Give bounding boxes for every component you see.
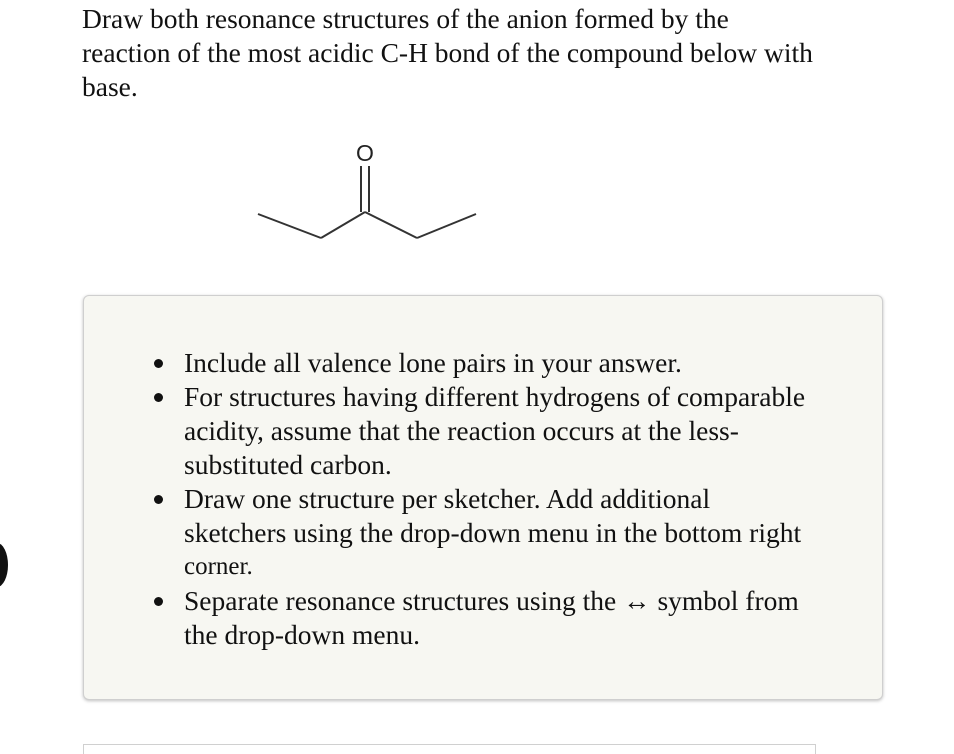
instruction-line: corner. xyxy=(184,553,253,580)
bond-c3-c4 xyxy=(258,214,321,238)
oxygen-atom-label: O xyxy=(356,140,374,166)
bond-c2-c3 xyxy=(321,212,365,238)
question-line-1: Draw both resonance structures of the anion formed by the xyxy=(82,3,729,34)
list-item xyxy=(184,346,874,380)
bullet-icon xyxy=(154,359,163,368)
question-text xyxy=(82,2,902,104)
instruction-line: sketchers using the drop-down menu in the bottom right xyxy=(184,517,802,548)
side-panel-handle[interactable] xyxy=(0,543,8,587)
question-line-3: base. xyxy=(82,71,138,102)
bond-c1-c0 xyxy=(417,214,476,238)
instruction-line: substituted carbon. xyxy=(184,449,392,480)
sketcher-box[interactable] xyxy=(83,744,816,754)
question-line-2: reaction of the most acidic C-H bond of the compound below with xyxy=(82,37,813,68)
instruction-line: Draw one structure per sketcher. Add additional xyxy=(184,483,711,514)
bullet-icon xyxy=(154,393,163,402)
instruction-line: the drop-down menu. xyxy=(184,619,420,650)
instruction-line: Include all valence lone pairs in your answer. xyxy=(184,347,682,378)
bullet-icon xyxy=(154,597,163,606)
instructions-box xyxy=(83,295,883,700)
list-item xyxy=(184,482,874,584)
instructions-list xyxy=(184,346,874,652)
instruction-line: For structures having different hydrogens of comparable xyxy=(184,381,806,412)
instruction-line: acidity, assume that the reaction occurs at the less- xyxy=(184,415,739,446)
molecule-structure xyxy=(240,130,500,260)
list-item xyxy=(184,380,874,482)
bond-c2-c1 xyxy=(365,212,417,238)
instruction-line: Separate resonance structures using the ↔ symbol from xyxy=(184,585,799,616)
list-item xyxy=(184,584,874,652)
bullet-icon xyxy=(154,495,163,504)
